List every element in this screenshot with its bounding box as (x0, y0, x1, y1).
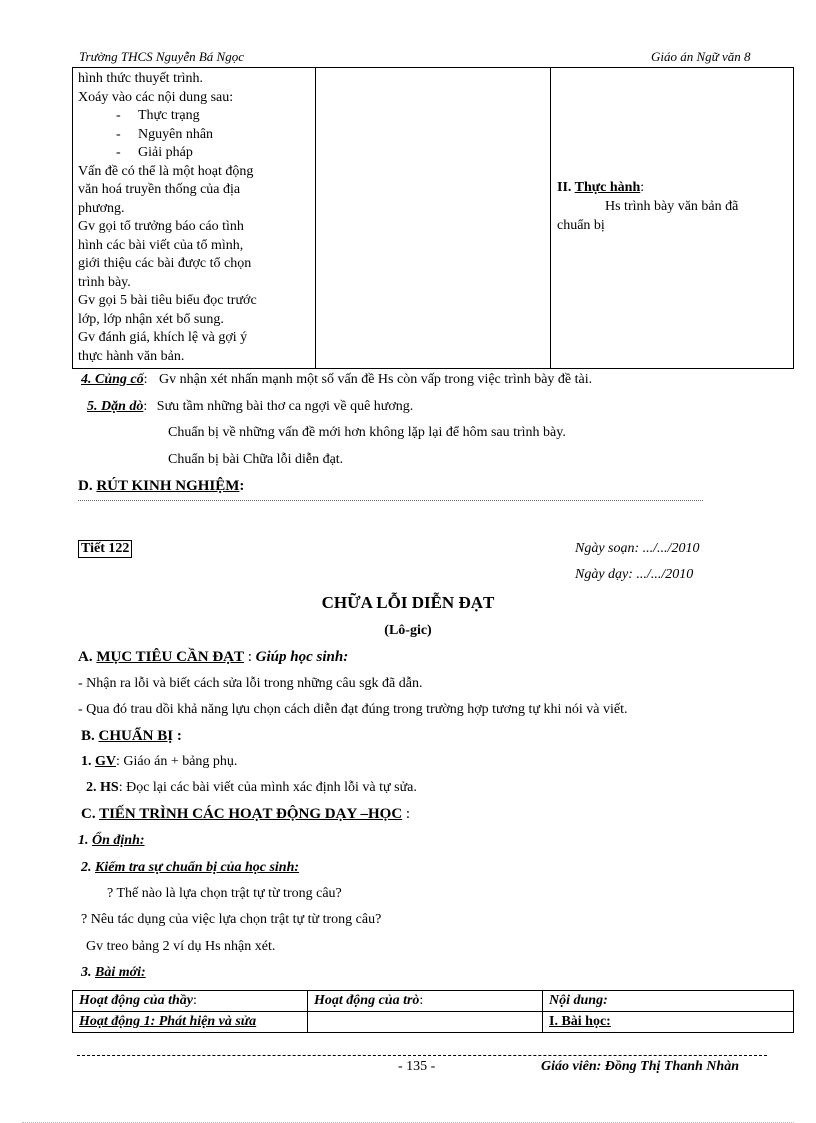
subject-name: Giáo án Ngữ văn 8 (651, 49, 751, 64)
step-label: Bài mới: (95, 965, 146, 980)
section-prefix: C. (81, 806, 100, 822)
section-separator: : (244, 649, 256, 665)
text-line: văn hoá truyền thống của địa (78, 182, 241, 197)
step-2 (81, 860, 299, 876)
section-prefix: D. (78, 478, 97, 494)
lesson-title: CHỮA LỖI DIỄN ĐẠT (321, 593, 495, 612)
school-name: Trường THCS Nguyễn Bá Ngọc (79, 49, 244, 64)
section-b-heading (81, 728, 182, 745)
header-label: Hoạt động của thầy (79, 993, 193, 1008)
heading-colon: : (640, 180, 645, 195)
section-prefix: A. (78, 649, 97, 665)
content-cell (551, 68, 794, 369)
dan-do-text: Sưu tầm những bài thơ ca ngợi về quê hương. (156, 399, 414, 414)
objective-line: - Qua đó trau dồi khả năng lựu chọn cách diễn đạt đúng trong trường hợp tương tự khi nói và viết. (78, 702, 628, 717)
footer-rule (77, 1055, 767, 1056)
bullet-text: Thực trạng (138, 108, 200, 123)
section-label: TIẾN TRÌNH CÁC HOẠT ĐỘNG DẠY –HỌC (99, 806, 403, 822)
ngay-soan: Ngày soạn: .../.../2010 (575, 541, 700, 556)
text-line: thực hành văn bản. (78, 348, 185, 364)
section-a-heading (78, 649, 348, 666)
bullet-text: Giải pháp (138, 145, 193, 160)
cung-co-text: Gv nhận xét nhấn mạnh một số vấn đề Hs còn vấp trong việc trình bày đề tài. (159, 372, 593, 387)
bullet-item (78, 144, 310, 163)
bullet-item (78, 126, 310, 145)
ngay-day: Ngày dạy: .../.../2010 (575, 567, 694, 582)
heading-label: Thực hành (574, 180, 641, 195)
step-3 (81, 965, 146, 981)
text-line: Gv đánh giá, khích lệ và gợi ý (78, 330, 248, 345)
row-content (543, 1012, 794, 1033)
item-number: 1. (81, 754, 95, 769)
bullet-text: Nguyên nhân (138, 126, 214, 142)
dan-do-text: Chuẩn bị bài Chữa lỗi diễn đạt. (168, 452, 344, 467)
hs-prep-line (86, 780, 417, 796)
activity-table-continued (72, 67, 794, 369)
dan-do-label: 5. Dặn dò (87, 399, 144, 414)
cell-text: Hoạt động 1: Phát hiện và sửa (79, 1014, 257, 1029)
section-c-heading (81, 806, 410, 823)
section-label: CHUẨN BỊ (98, 728, 174, 744)
text-line: lớp, lớp nhận xét bổ sung. (78, 311, 224, 327)
text-line: trình bày. (78, 274, 131, 290)
text-line: Vấn đề có thể là một hoạt động (78, 163, 254, 179)
teacher-activity-cell (73, 68, 316, 369)
cung-co-line (81, 372, 592, 388)
row-student (308, 1012, 543, 1033)
row-teacher (73, 1012, 308, 1033)
header-content (543, 991, 794, 1012)
gv-prep-line (81, 754, 237, 770)
bullet-item (78, 107, 310, 126)
lesson-subtitle: (Lô-gic) (384, 623, 432, 638)
gv-label: GV (95, 754, 116, 769)
text-line: Xoáy vào các nội dung sau: (78, 89, 234, 105)
text-line: chuẩn bị (557, 218, 605, 233)
text-line: Gv gọi tổ trưởng báo cáo tình (78, 219, 244, 234)
step-number: 1. (78, 833, 92, 848)
header-teacher (73, 991, 308, 1012)
header-label: Nội dung: (549, 993, 608, 1008)
question-line: ? Thế nào là lựa chọn trật tự từ trong câu? (107, 886, 342, 901)
section-label: RÚT KINH NGHIỆM (96, 478, 240, 494)
section-prefix: B. (81, 728, 99, 744)
tiet-number-box: Tiết 122 (78, 540, 132, 558)
practice-heading (557, 178, 787, 197)
rut-kinh-nghiem-heading (78, 478, 244, 495)
dan-do-text: Chuẩn bị về những vấn đề mới hơn không lặp lại để hôm sau trình bày. (168, 425, 566, 440)
cell-text: I. Bài học: (549, 1014, 611, 1029)
header-colon: : (419, 993, 424, 1008)
text-line: Gv treo bảng 2 ví dụ Hs nhận xét. (86, 939, 276, 954)
objective-line: - Nhận ra lỗi và biết cách sửa lỗi trong những câu sgk đã dẫn. (78, 676, 423, 691)
activity-table (72, 990, 794, 1033)
step-label: Kiểm tra sự chuẩn bị của học sinh: (95, 860, 300, 875)
student-activity-cell (316, 68, 551, 369)
cung-co-label: 4. Củng cố (81, 372, 144, 387)
section-label: MỤC TIÊU CẦN ĐẠT (96, 649, 244, 665)
dotted-fill-line (78, 500, 703, 501)
step-label: Ổn định: (92, 833, 145, 848)
text-line: phương. (78, 200, 125, 216)
bullet-dash: - (116, 126, 121, 142)
dan-do-colon: : (143, 399, 148, 414)
hs-text: : Đọc lại các bài viết của mình xác định lỗi và tự sửa. (118, 780, 417, 795)
step-number: 3. (81, 965, 95, 980)
section-colon: : (239, 478, 245, 494)
heading-number: II. (557, 180, 575, 195)
teacher-name: Giáo viên: Đồng Thị Thanh Nhàn (541, 1059, 739, 1074)
dan-do-line (87, 399, 413, 415)
text-line: Gv gọi 5 bài tiêu biểu đọc trước (78, 293, 257, 308)
cung-co-colon: : (143, 372, 148, 387)
hs-label: 2. HS (86, 780, 119, 795)
gv-text: : Giáo án + bảng phụ. (116, 754, 238, 769)
section-colon: : (402, 806, 411, 822)
question-line: ? Nêu tác dụng của việc lựa chọn trật tự từ trong câu? (81, 912, 382, 927)
text-line: giới thiệu các bài được tổ chọn (78, 256, 252, 271)
text-line: hình thức thuyết trình. (78, 71, 204, 86)
section-colon: : (173, 728, 182, 744)
page-number: - 135 - (398, 1059, 436, 1074)
section-subtitle: Giúp học sinh: (255, 649, 349, 665)
bullet-dash: - (116, 145, 121, 160)
header-colon: : (192, 993, 197, 1008)
step-number: 2. (81, 860, 95, 875)
header-label: Hoạt động của trò (314, 993, 420, 1008)
header-student (308, 991, 543, 1012)
text-line: hình các bài viết của tổ mình, (78, 237, 244, 253)
text-line: Hs trình bày văn bản đã (605, 199, 739, 214)
step-1 (78, 833, 145, 849)
bullet-dash: - (116, 108, 121, 123)
